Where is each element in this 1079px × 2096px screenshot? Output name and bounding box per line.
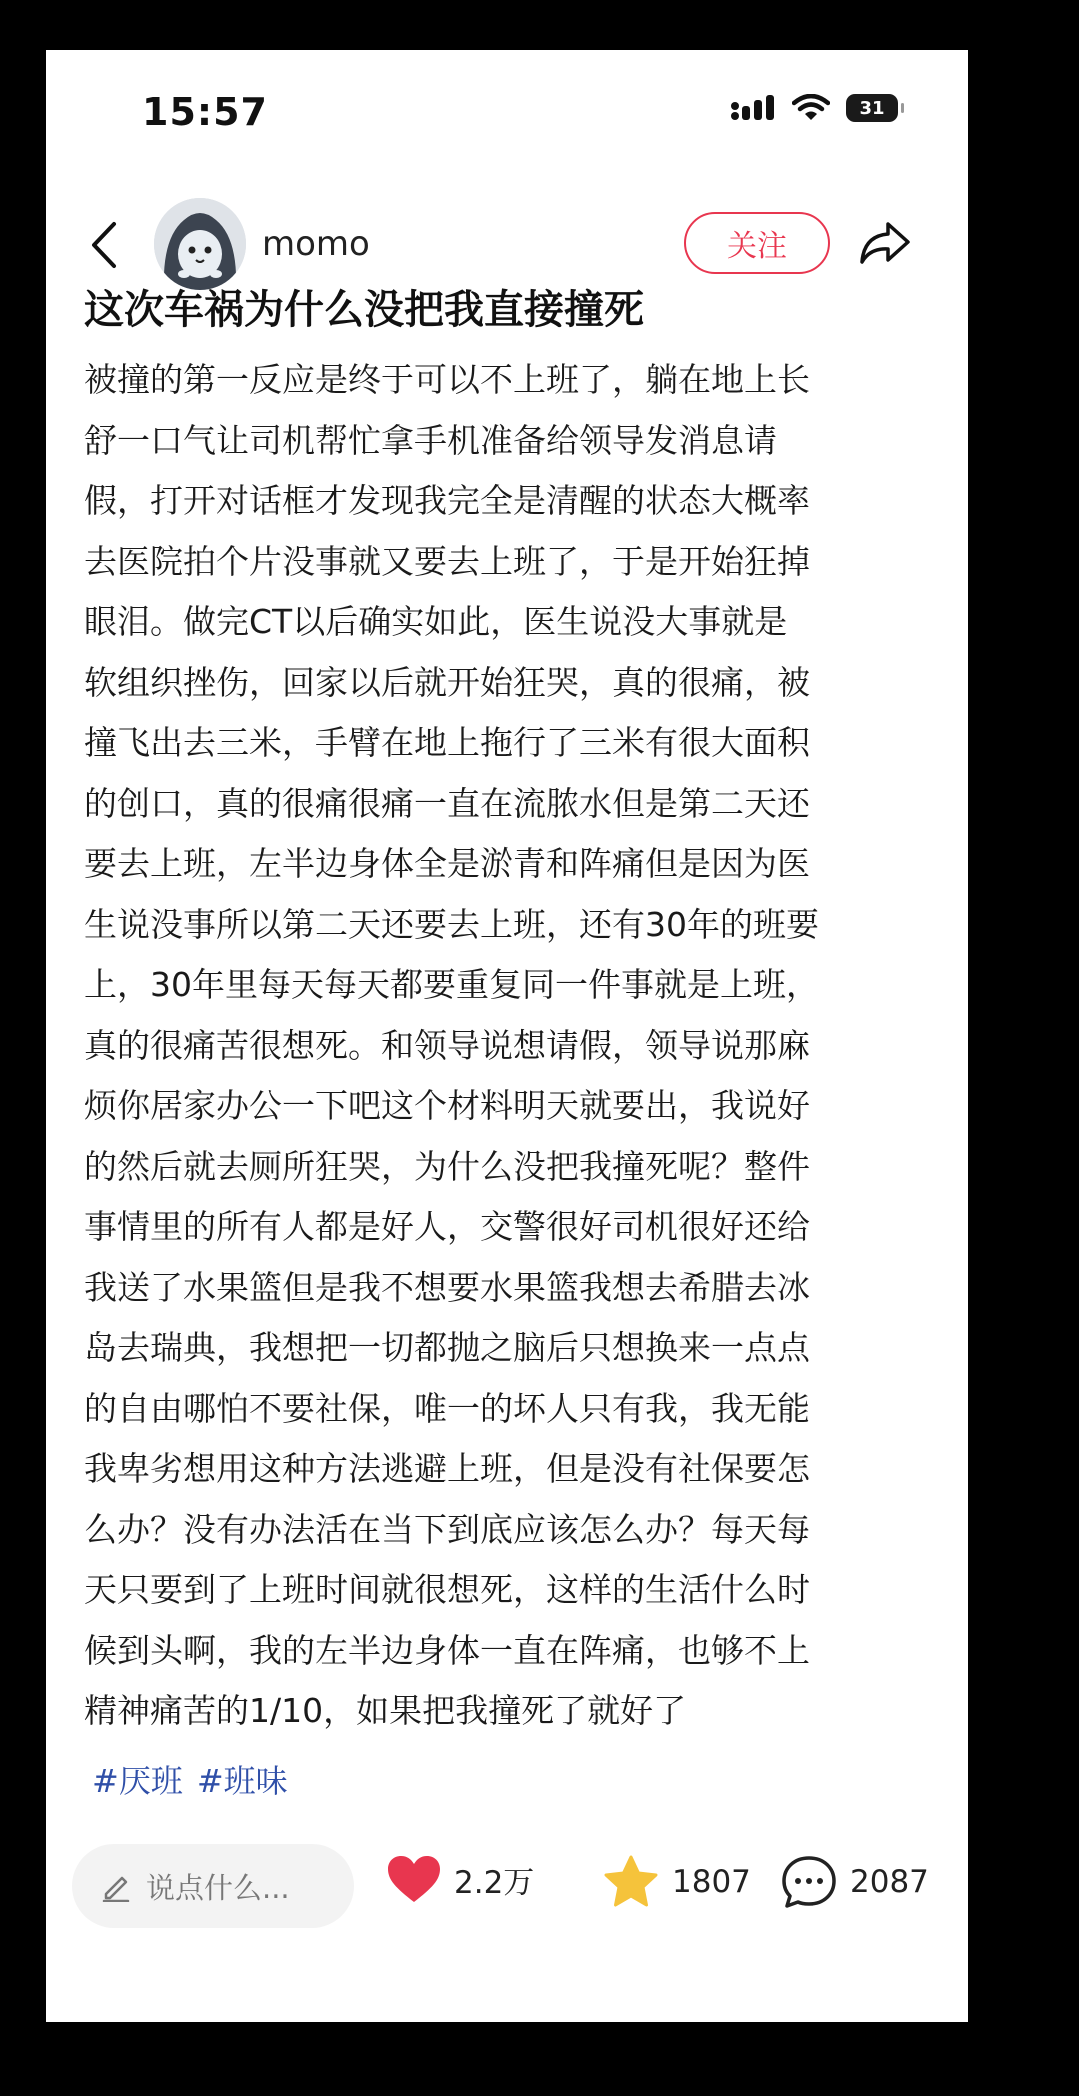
comment-bubble-icon [780, 1854, 838, 1910]
post-body-line: 精神痛苦的1/10，如果把我撞死了就好了 [84, 1691, 687, 1730]
comment-input[interactable] [72, 1844, 354, 1928]
avatar-image [154, 198, 246, 290]
post-body-line: 软组织挫伤，回家以后就开始狂哭，真的很痛，被 [84, 662, 810, 702]
post-body-line: 舒一口气让司机帮忙拿手机准备给领导发消息请 [84, 420, 777, 460]
post-body-line: 真的很痛苦很想死。和领导说想请假，领导说那麻 [84, 1025, 810, 1065]
comment-placeholder: 说点什么... [146, 1870, 290, 1905]
post-title: 这次车祸为什么没把我直接撞死 [84, 287, 644, 333]
post-body-line: 事情里的所有人都是好人，交警很好司机很好还给 [84, 1207, 810, 1246]
post-body-line: 撞飞出去三米，手臂在地上拖行了三米有很大面积 [84, 723, 810, 762]
hashtag-link[interactable]: #厌班 [92, 1762, 183, 1800]
post-body-line: 岛去瑞典，我想把一切都抛之脑后只想换来一点点 [84, 1328, 810, 1367]
avatar[interactable] [154, 198, 246, 290]
post-body-line: 么办？没有办法活在当下到底应该怎么办？每天每 [84, 1509, 810, 1549]
username[interactable]: momo [262, 224, 370, 264]
post-body-line: 假，打开对话框才发现我完全是清醒的状态大概率 [84, 481, 810, 520]
favorite-count: 1807 [672, 1864, 751, 1900]
battery-icon [846, 94, 898, 122]
post-body-line: 眼泪。做完CT以后确实如此，医生说没大事就是 [84, 602, 788, 641]
wifi-icon [792, 94, 830, 122]
heart-icon [386, 1854, 442, 1904]
post-body-line: 候到头啊，我的左半边身体一直在阵痛，也够不上 [84, 1630, 810, 1670]
favorite-button[interactable] [602, 1854, 751, 1910]
post-body-line: 烦你居家办公一下吧这个材料明天就要出，我说好 [84, 1086, 810, 1125]
follow-button[interactable]: 关注 [684, 212, 830, 274]
like-button[interactable] [386, 1854, 534, 1904]
cellular-signal-icon [730, 94, 776, 122]
post-body-line: 的然后就去厕所狂哭，为什么没把我撞死呢？整件 [84, 1146, 810, 1186]
status-icons [730, 94, 898, 122]
share-icon[interactable] [858, 218, 912, 268]
star-icon [602, 1854, 660, 1910]
post-body-line: 天只要到了上班时间就很想死，这样的生活什么时 [84, 1570, 810, 1609]
pencil-icon [100, 1870, 132, 1902]
post-body-line: 生说没事所以第二天还要去上班，还有30年的班要 [84, 904, 819, 944]
post-tags [92, 1756, 288, 1802]
status-time: 15:57 [142, 90, 268, 134]
comment-count: 2087 [850, 1864, 929, 1900]
post-body-line: 我卑劣想用这种方法逃避上班，但是没有社保要怎 [84, 1449, 810, 1488]
post-body-line: 上，30年里每天每天都要重复同一件事就是上班， [84, 965, 819, 1004]
battery-level: 31 [859, 97, 885, 119]
post-body-line: 要去上班，左半边身体全是淤青和阵痛但是因为医 [84, 844, 810, 883]
post-body-line: 的创口，真的很痛很痛一直在流脓水但是第二天还 [84, 783, 810, 823]
bottom-action-bar [46, 1834, 968, 1944]
post-body-line: 我送了水果篮但是我不想要水果篮我想去希腊去冰 [84, 1267, 810, 1307]
post-body-line: 的自由哪怕不要社保，唯一的坏人只有我，我无能 [84, 1388, 810, 1428]
like-count: 2.2万 [454, 1864, 535, 1901]
post-body [84, 350, 936, 1742]
phone-screen [46, 50, 968, 2022]
post-body-line: 被撞的第一反应是终于可以不上班了，躺在地上长 [84, 360, 810, 399]
status-bar [46, 50, 968, 170]
post-body-line: 去医院拍个片没事就又要去上班了，于是开始狂掉 [84, 541, 810, 581]
back-arrow-icon[interactable] [84, 220, 124, 270]
comment-button[interactable] [780, 1854, 929, 1910]
hashtag-link[interactable]: #班味 [196, 1762, 288, 1800]
